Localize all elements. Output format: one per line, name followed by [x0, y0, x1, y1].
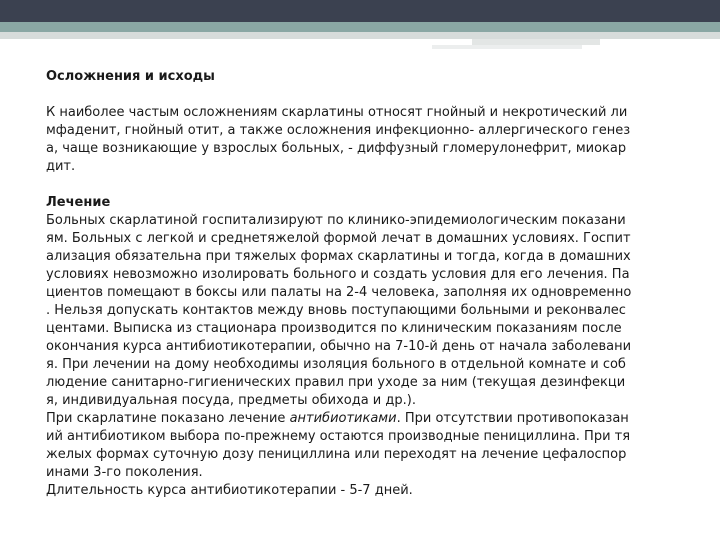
text-line: мфаденит, гнойный отит, а также осложнения инфекционно- аллергического генез: [46, 123, 631, 138]
text-line: окончания курса антибиотикотерапии, обычно на 7-10-й день от начала заболевани: [46, 339, 632, 354]
text-line: ий антибиотиком выбора по-прежнему остаются производные пенициллина. При тя: [46, 429, 631, 444]
text-line: условиях невозможно изолировать больного и создать условия для его лечения. Па: [46, 267, 630, 282]
heading-treatment: Лечение: [46, 195, 111, 210]
decor-notch-small: [432, 45, 582, 49]
text-line: центами. Выписка из стационара производится по клиническим показаниям после: [46, 321, 622, 336]
text-line: ализация обязательна при тяжелых формах скарлатины и тогда, когда в домашних: [46, 249, 631, 264]
heading-complications: Осложнения и исходы: [46, 69, 215, 84]
text-line: . Нельзя допускать контактов между вновь поступающими больными и реконвалес: [46, 303, 626, 318]
text-line: я, индивидуальная посуда, предметы обихода и др.).: [46, 393, 416, 408]
decor-strip-light: [0, 32, 720, 39]
text-line: Длительность курса антибиотикотерапии - 5-7 дней.: [46, 483, 413, 498]
text-fragment: . При отсутствии противопоказан: [396, 411, 629, 426]
text-line: а, чаще возникающие у взрослых больных, - диффузный гломерулонефрит, миокар: [46, 141, 627, 156]
text-line: дит.: [46, 159, 76, 174]
text-line-antibiotics: [46, 410, 680, 428]
decor-strip-teal: [0, 22, 720, 32]
title-bar: [0, 0, 720, 22]
text-line: инами 3-го поколения.: [46, 465, 203, 480]
text-fragment: При скарлатине показано лечение: [46, 411, 290, 426]
text-line: желых формах суточную дозу пенициллина или переходят на лечение цефалоспор: [46, 447, 627, 462]
text-line: людение санитарно-гигиенических правил при уходе за ним (текущая дезинфекци: [46, 375, 626, 390]
slide-content: [46, 68, 680, 500]
text-line: циентов помещают в боксы или палаты на 2-4 человека, заполняя их одновременно: [46, 285, 632, 300]
text-line: ям. Больных с легкой и среднетяжелой формой лечат в домашних условиях. Госпит: [46, 231, 631, 246]
text-line: К наиболее частым осложнениям скарлатины относят гнойный и некротический ли: [46, 105, 628, 120]
text-line: я. При лечении на дому необходимы изоляция больного в отдельной комнате и соб: [46, 357, 626, 372]
italic-term-antibiotics: антибиотиками: [289, 411, 397, 426]
text-line: Больных скарлатиной госпитализируют по клинико-эпидемиологическим показани: [46, 213, 626, 228]
